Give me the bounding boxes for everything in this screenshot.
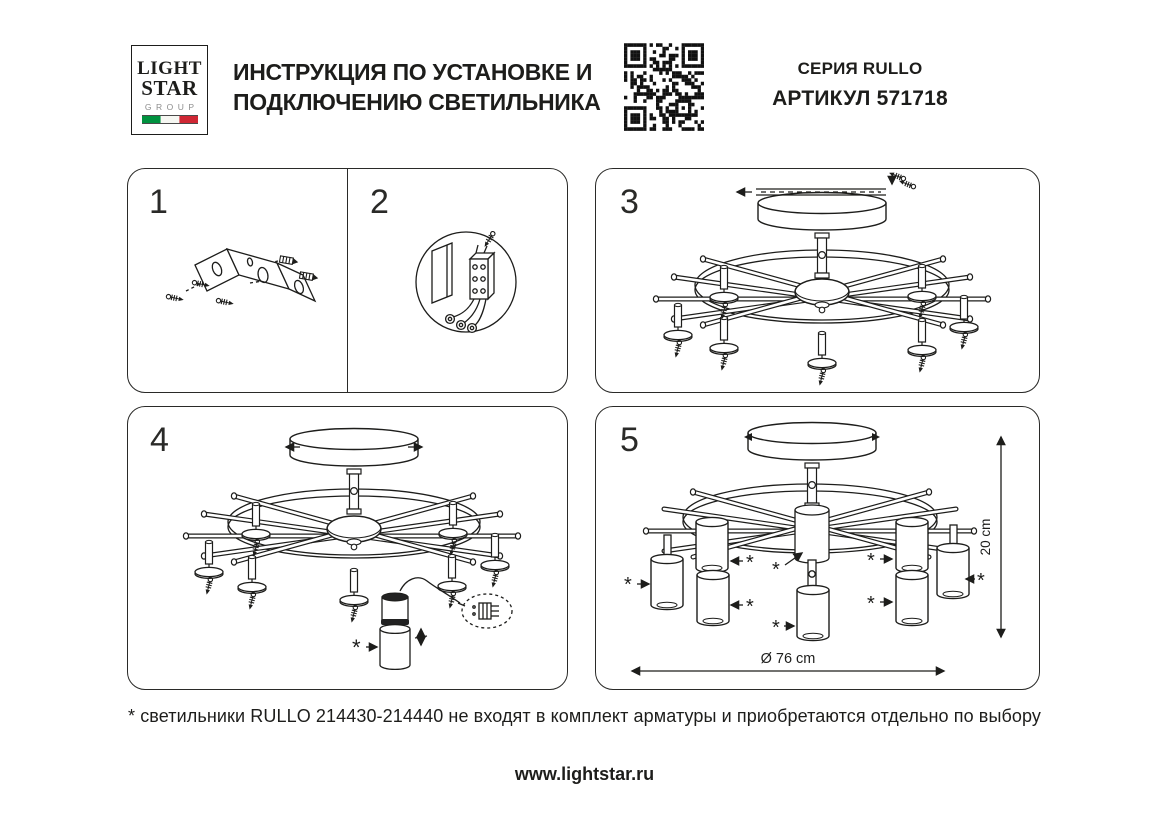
asterisk-note: * xyxy=(352,635,361,660)
asterisk-note: * xyxy=(772,559,780,581)
step-number-3: 3 xyxy=(620,183,639,221)
step-number-1: 1 xyxy=(149,183,168,221)
mounting-bracket-drawing xyxy=(132,217,342,382)
step-panel-5 xyxy=(595,406,1040,690)
final-assembly-dimensions-drawing xyxy=(596,407,1037,687)
step-panel-1-2 xyxy=(127,168,568,393)
series-label: СЕРИЯ RULLO xyxy=(797,59,923,78)
step-panel-4 xyxy=(127,406,568,690)
step-number-4: 4 xyxy=(150,421,169,459)
footnote-text: * светильники RULLO 214430-214440 не входят в комплект арматуры и приобретаются отдельно по выбору xyxy=(127,706,1042,726)
asterisk-note: * xyxy=(746,596,754,618)
height-dimension-label: 20 cm xyxy=(978,518,993,556)
logo-text-light: LIGHT xyxy=(137,58,202,79)
asterisk-note: * xyxy=(867,593,875,615)
asterisk-note: * xyxy=(977,570,985,592)
asterisk-note: * xyxy=(746,552,754,574)
asterisk-note: * xyxy=(624,574,632,596)
title-line-1: ИНСТРУКЦИЯ ПО УСТАНОВКЕ И xyxy=(233,59,593,85)
website-url: www.lightstar.ru xyxy=(514,764,655,784)
wiring-connection-drawing xyxy=(350,207,562,385)
logo-text-group: GROUP xyxy=(144,102,199,113)
italian-flag-icon xyxy=(142,115,198,124)
diameter-dimension-label: Ø 76 cm xyxy=(760,651,816,667)
lamp-connection-drawing xyxy=(128,407,565,687)
qr-code-icon xyxy=(624,43,704,131)
frame-assembly-drawing xyxy=(596,169,1037,390)
step-number-2: 2 xyxy=(370,183,389,221)
lightstar-logo xyxy=(131,45,208,135)
step-number-5: 5 xyxy=(620,421,639,459)
title-line-2: ПОДКЛЮЧЕНИЮ СВЕТИЛЬНИКА xyxy=(233,89,601,115)
article-label: АРТИКУЛ 571718 xyxy=(772,87,948,110)
step-panel-3 xyxy=(595,168,1040,393)
logo-text-star: STAR xyxy=(141,76,198,100)
panel-divider xyxy=(347,169,348,392)
asterisk-note: * xyxy=(867,550,875,572)
asterisk-note: * xyxy=(772,617,780,639)
product-info xyxy=(735,59,985,111)
page-title xyxy=(233,57,601,117)
